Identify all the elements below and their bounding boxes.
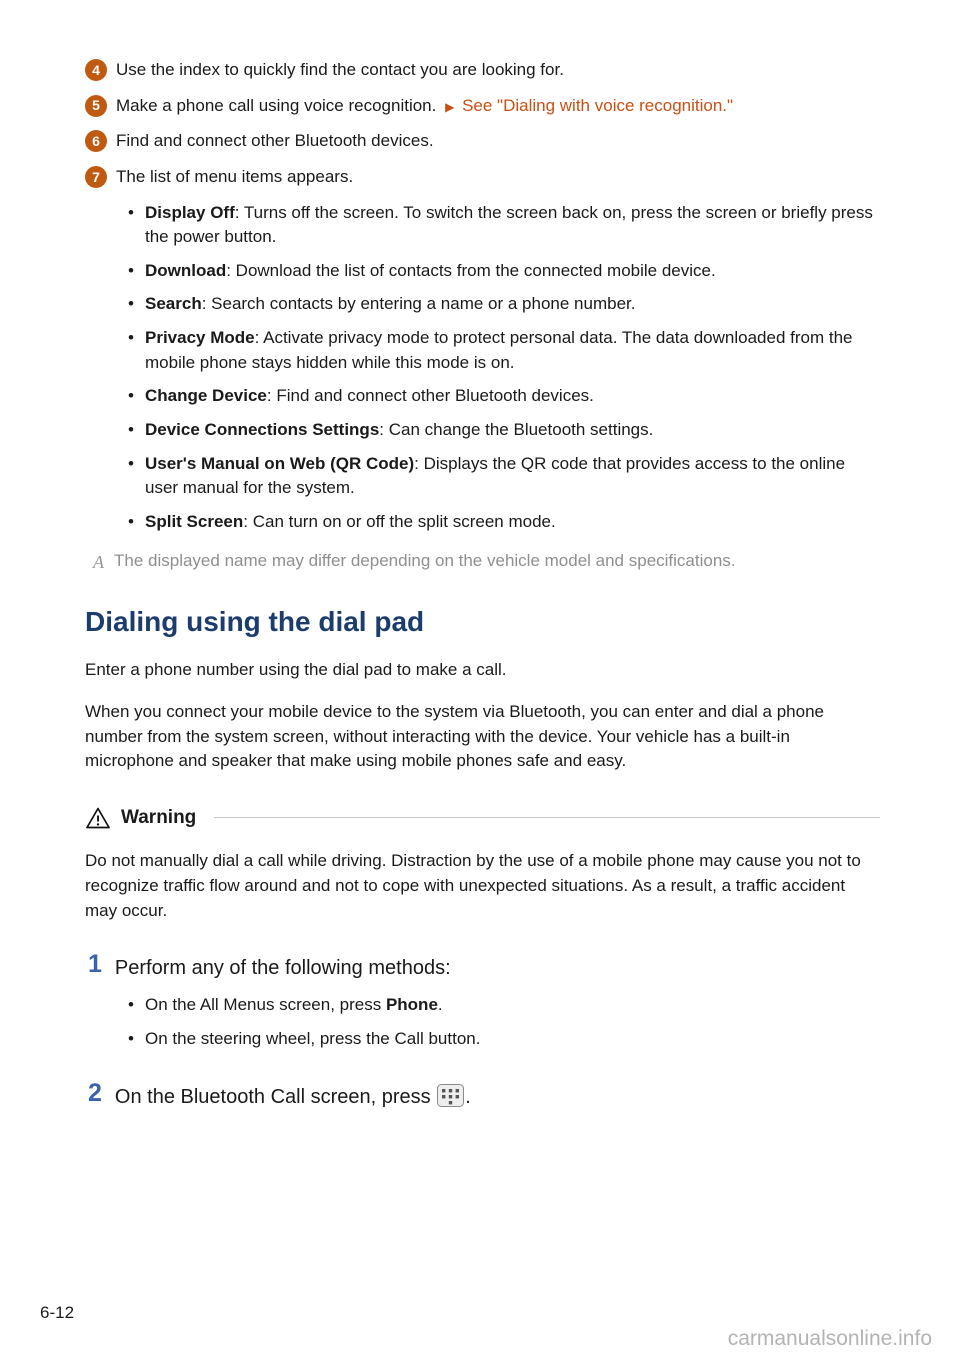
callout-text: Find and connect other Bluetooth devices. <box>116 131 434 151</box>
callout-item <box>85 58 880 83</box>
menu-desc: : Turns off the screen. To switch the screen back on, press the screen or briefly press the power button. <box>145 202 873 247</box>
menu-desc: : Download the list of contacts from the connected mobile device. <box>226 260 716 280</box>
step-text-end: . <box>465 1085 471 1108</box>
menu-term: Display Off <box>145 202 235 222</box>
note-icon: A <box>93 551 104 572</box>
step-title: Perform any of the following methods: <box>114 957 451 980</box>
callout-list <box>85 58 880 190</box>
warning-header <box>85 804 880 832</box>
list-item <box>85 510 880 535</box>
keypad-icon <box>437 1084 464 1107</box>
option-text: On the steering wheel, press the Call button. <box>145 1028 481 1048</box>
menu-desc: : Can change the Bluetooth settings. <box>379 420 654 440</box>
step-text: On the Bluetooth Call screen, press <box>114 1085 437 1108</box>
step-title <box>115 1080 471 1112</box>
list-item <box>85 326 880 375</box>
option-bold: Phone <box>385 995 438 1015</box>
warning-label: Warning <box>121 806 197 828</box>
page-number: 6-12 <box>40 1303 75 1323</box>
menu-desc: : Search contacts by entering a name or a phone number. <box>201 294 636 314</box>
callout-text-main: Make a phone call using voice recognition. <box>116 95 437 115</box>
list-item <box>85 292 880 317</box>
step-number: 2 <box>88 1078 102 1107</box>
option-text: On the All Menus screen, press <box>145 995 386 1015</box>
option-text-end: . <box>437 995 443 1015</box>
menu-items-list <box>85 201 880 535</box>
list-item <box>85 1027 880 1052</box>
cross-reference-link[interactable]: See "Dialing with voice recognition." <box>462 95 734 115</box>
menu-term: User's Manual on Web (QR Code) <box>145 453 415 473</box>
list-item <box>85 418 880 443</box>
callout-text: The list of menu items appears. <box>116 166 354 186</box>
warning-text: Do not manually dial a call while driving. Distraction by the use of a mobile phone may cause you not to recognize traffic flow around and not to cope with unexpected situations. As a result, a traffic accident may occur. <box>85 851 861 920</box>
body-paragraph: When you connect your mobile device to the system via Bluetooth, you can enter and dial a phone number from the system screen, without interacting with the device. Your vehicle has a built-in microphone and speaker that make using mobile phones safe and easy. <box>85 701 825 771</box>
intro-paragraph: Enter a phone number using the dial pad to make a call. <box>85 660 507 680</box>
list-item <box>85 452 880 501</box>
note-text: The displayed name may differ depending on the vehicle model and specifications. <box>114 550 736 570</box>
callout-number-badge: 4 <box>85 59 107 81</box>
list-item <box>85 384 880 409</box>
watermark-text: carmanualsonline.info <box>727 1326 932 1350</box>
menu-desc: : Find and connect other Bluetooth devices. <box>266 386 594 406</box>
list-item <box>85 201 880 250</box>
menu-term: Download <box>145 260 227 280</box>
callout-item <box>85 165 880 190</box>
callout-number-badge: 5 <box>85 95 107 117</box>
list-item <box>85 259 880 284</box>
link-arrow-icon: ▶ <box>445 99 455 114</box>
page-title: Dialing using the dial pad <box>85 605 425 637</box>
callout-text: Use the index to quickly find the contact you are looking for. <box>116 60 564 79</box>
callout-text <box>116 94 733 119</box>
step-2 <box>88 1080 880 1112</box>
step-number: 1 <box>88 950 102 979</box>
note <box>93 549 880 575</box>
step-1 <box>88 951 880 983</box>
callout-item <box>85 94 880 119</box>
callout-number-badge: 7 <box>85 166 107 188</box>
callout-item <box>85 129 880 154</box>
step-1-options <box>85 993 880 1051</box>
menu-term: Search <box>145 294 202 314</box>
list-item <box>85 993 880 1018</box>
menu-term: Device Connections Settings <box>145 420 380 440</box>
menu-term: Change Device <box>145 386 267 406</box>
menu-term: Privacy Mode <box>145 328 255 348</box>
menu-desc: : Displays the QR code that provides access to the online user manual for the system. <box>145 453 846 498</box>
callout-number-badge: 6 <box>85 130 107 152</box>
divider <box>214 817 880 818</box>
menu-desc: : Activate privacy mode to protect personal data. The data downloaded from the mobile phone stays hidden while this mode is on. <box>145 328 853 372</box>
menu-term: Split Screen <box>145 511 244 531</box>
warning-triangle-icon <box>85 806 111 830</box>
menu-desc: : Can turn on or off the split screen mode. <box>243 511 556 531</box>
